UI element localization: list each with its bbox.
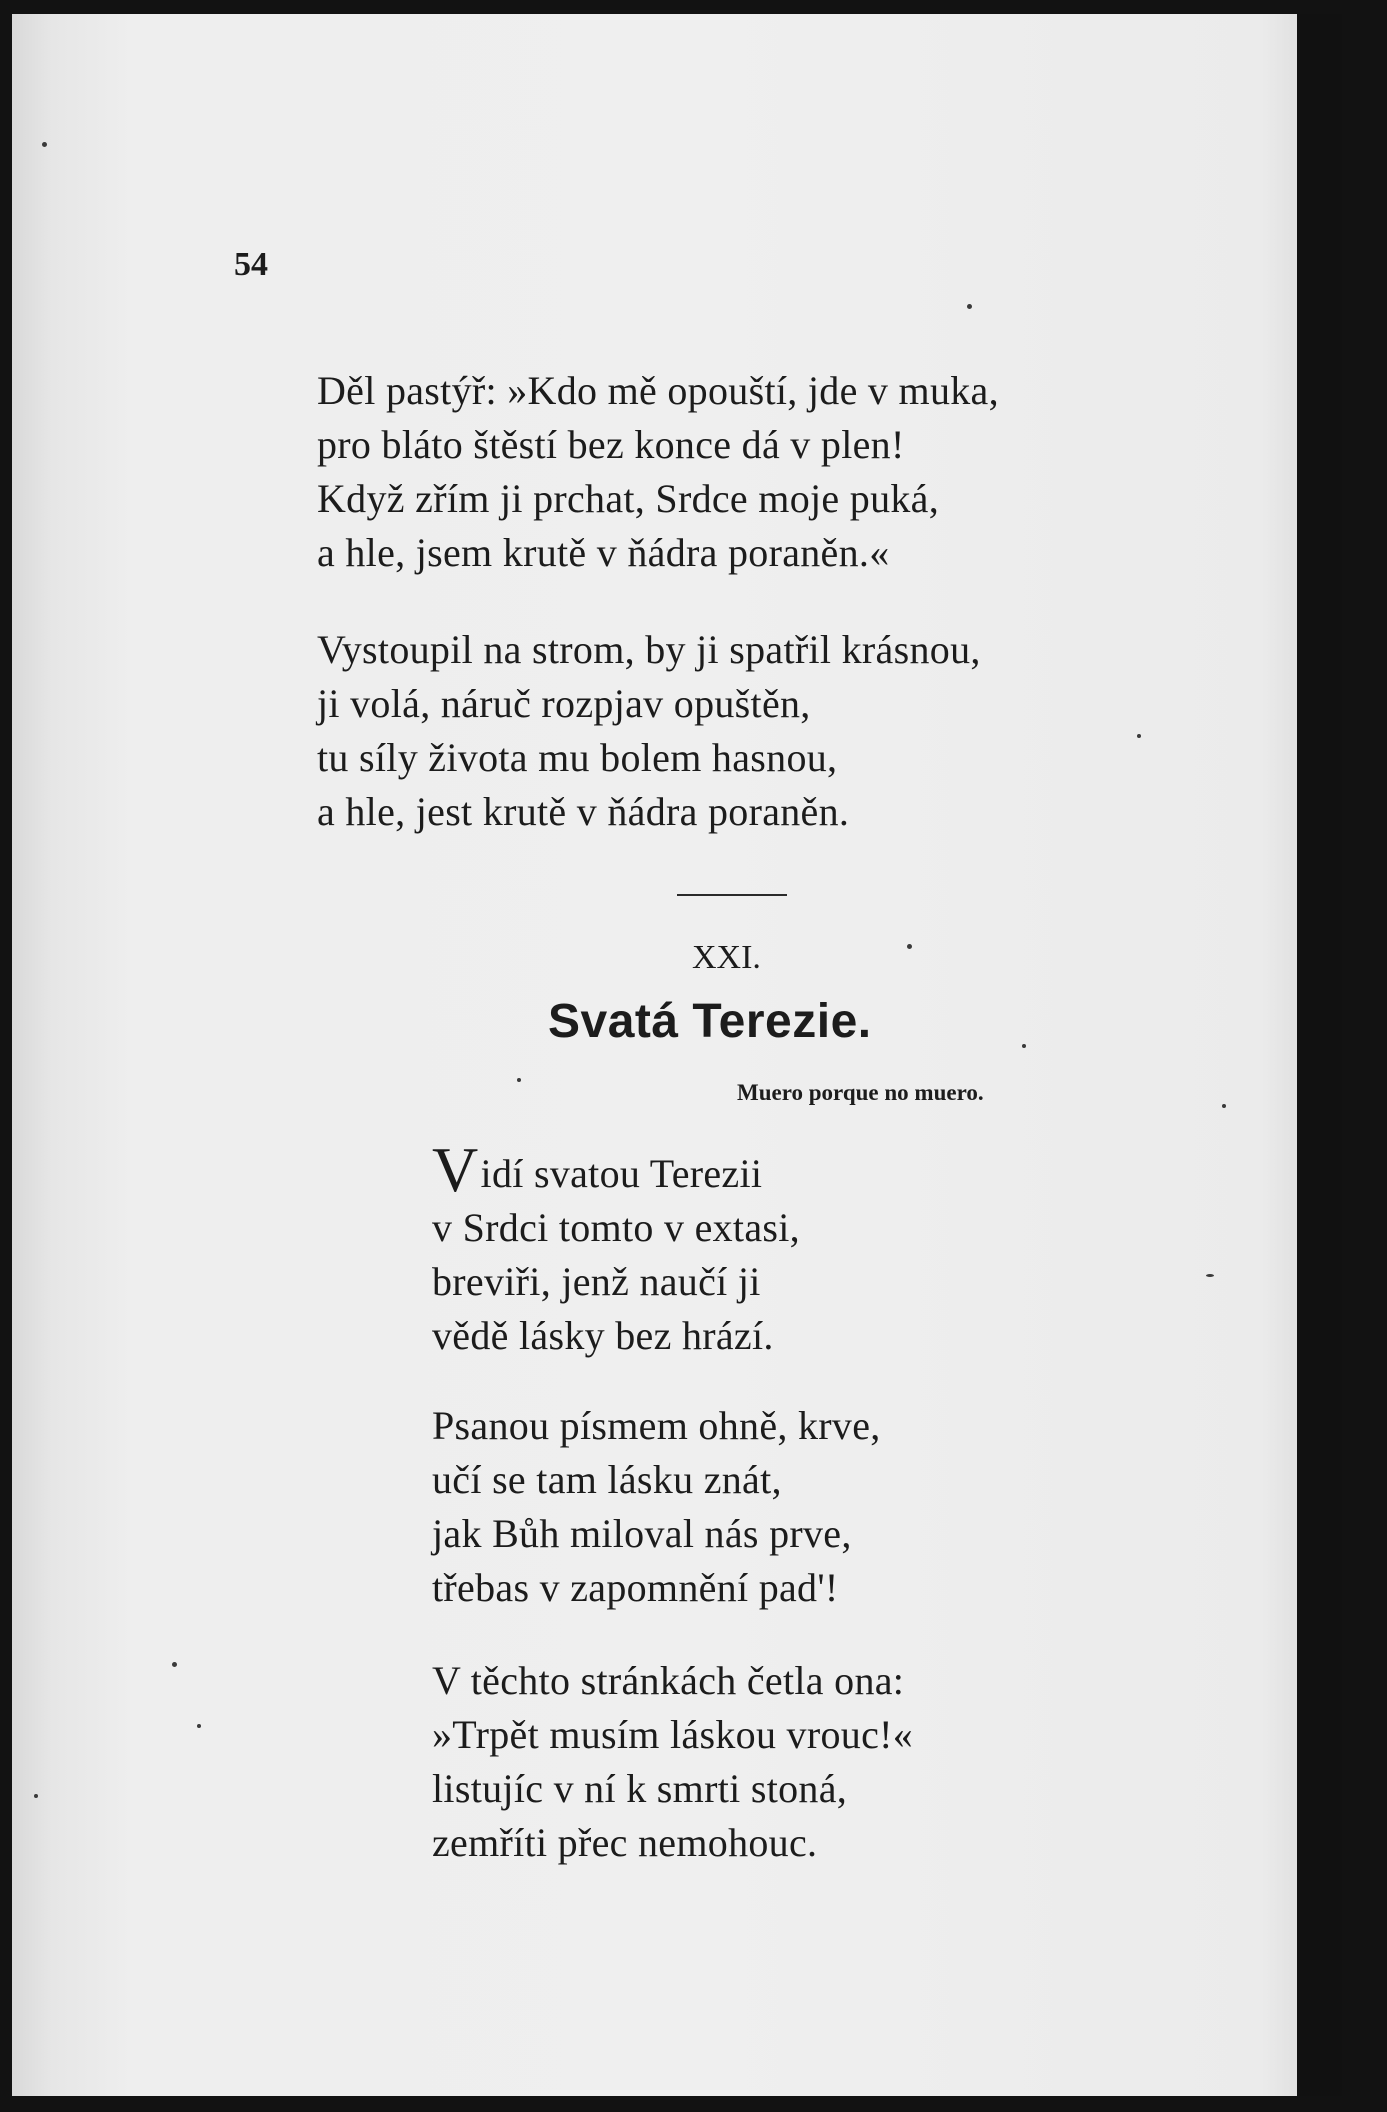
scan-speck [197, 1724, 201, 1728]
verse-line: pro bláto štěstí bez konce dá v plen! [317, 422, 905, 467]
drop-cap: V [432, 1134, 479, 1205]
verse-line: Děl pastýř: »Kdo mě opouští, jde v muka, [317, 368, 999, 413]
scan-speck [42, 142, 47, 147]
verse-line: »Trpět musím láskou vrouc!« [432, 1712, 914, 1757]
verse-line: třebas v zapomnění pad'! [432, 1565, 839, 1610]
chapter-number: XXI. [692, 939, 761, 976]
verse-line: ji volá, náruč rozpjav opuštěn, [317, 681, 811, 726]
poem-title: Svatá Terezie. [548, 995, 872, 1048]
verse-line: Vystoupil na strom, by ji spatřil krásnou, [317, 627, 981, 672]
page-number: 54 [234, 246, 268, 283]
stanza-2 [317, 623, 981, 839]
verse-line: listujíc v ní k smrti stoná, [432, 1766, 848, 1811]
scan-speck [967, 304, 972, 309]
section-divider [677, 894, 787, 896]
stanza-1 [317, 364, 999, 580]
scan-speck [172, 1662, 177, 1667]
verse-line: breviři, jenž naučí ji [432, 1259, 761, 1304]
verse-line: a hle, jest krutě v ňádra poraněn. [317, 789, 850, 834]
stanza-5 [432, 1654, 913, 1870]
verse-line: V těchto stránkách četla ona: [432, 1658, 905, 1703]
page-edge-shadow [1297, 14, 1342, 2096]
verse-line: Psanou písmem ohně, krve, [432, 1403, 881, 1448]
verse-line: vědě lásky bez hrází. [432, 1313, 774, 1358]
verse-line: zemříti přec nemohouc. [432, 1820, 818, 1865]
stanza-3 [432, 1134, 800, 1363]
verse-line: učí se tam lásku znát, [432, 1457, 782, 1502]
verse-line: a hle, jsem krutě v ňádra poraněn.« [317, 530, 890, 575]
scan-speck [34, 1794, 38, 1798]
verse-line-first [432, 1134, 800, 1205]
verse-line: v Srdci tomto v extasi, [432, 1205, 800, 1250]
stanza-4 [432, 1399, 881, 1615]
verse-line: jak Bůh miloval nás prve, [432, 1511, 852, 1556]
epigraph: Muero porque no muero. [737, 1080, 984, 1105]
book-page [12, 14, 1342, 2096]
scan-speck [517, 1078, 521, 1082]
scan-speck [1022, 1044, 1026, 1048]
first-line-text: idí svatou Terezii [480, 1151, 763, 1196]
verse-line: tu síly života mu bolem hasnou, [317, 735, 838, 780]
scan-speck [1222, 1104, 1226, 1108]
scan-speck [907, 944, 912, 949]
scan-speck [1206, 1274, 1214, 1277]
verse-line: Když zřím ji prchat, Srdce moje puká, [317, 476, 940, 521]
scan-speck [1137, 734, 1141, 738]
